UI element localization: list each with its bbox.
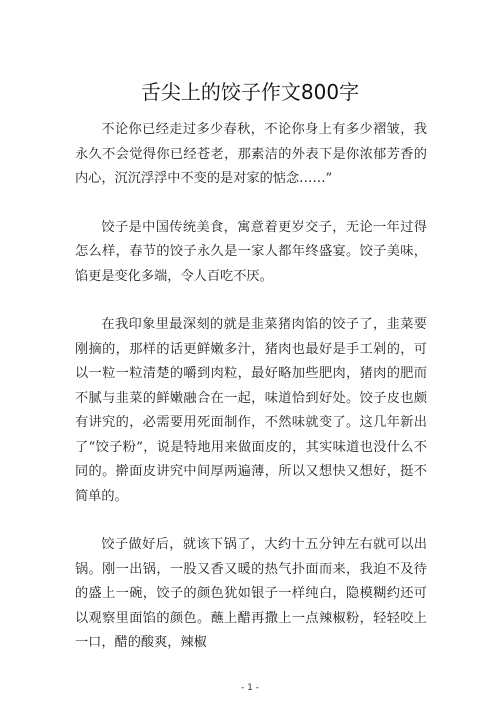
paragraph-1: 不论你已经走过多少春秋，不论你身上有多少褶皱，我永久不会觉得你已经苍老，那素洁的外表下是你浓郁芳香的内心，沉沉浮浮中不变的是对家的惦念……”	[75, 122, 427, 186]
paragraph-4: 饺子做好后，就该下锅了，大约十五分钟左右就可以出锅。刚一出锅，一股又香又暖的热气扑面而来，我迫不及待的盛上一碗，饺子的颜色犹如银子一样纯白，隐模糊约还可以观察里面馅的颜色。蘸上醋再撒上一点辣椒粉，轻轻咬上一口，醋的酸爽，辣椒	[75, 537, 427, 650]
document-title: 舌尖上的饺子作文800字	[140, 80, 360, 104]
paragraph-2: 饺子是中国传统美食，寓意着更岁交子，无论一年过得怎么样，春节的饺子永久是一家人都年终盛宴。饺子美味，馅更是变化多端，令人百吃不厌。	[75, 219, 427, 284]
paragraph-3: 在我印象里最深刻的就是韭菜猪肉馅的饺子了，韭菜要刚摘的，那样的话更鲜嫩多汁，猪肉也最好是手工剁的，可以一粒一粒清楚的嚼到肉粒，最好略加些肥肉，猪肉的肥而不腻与韭菜的鲜嫩融合在一起，味道恰到好处。饺子皮也颇有讲究的，必需要用死面制作，不然味就变了。这几年新出了“饺子粉”，说是特地用来做面皮的，其实味道也没什么不同的。擀面皮讲究中间厚两遍薄，所以又想快又想好，挺不简单的。	[75, 317, 427, 504]
document-body	[75, 118, 427, 656]
page-number: - 1 -	[241, 683, 259, 693]
